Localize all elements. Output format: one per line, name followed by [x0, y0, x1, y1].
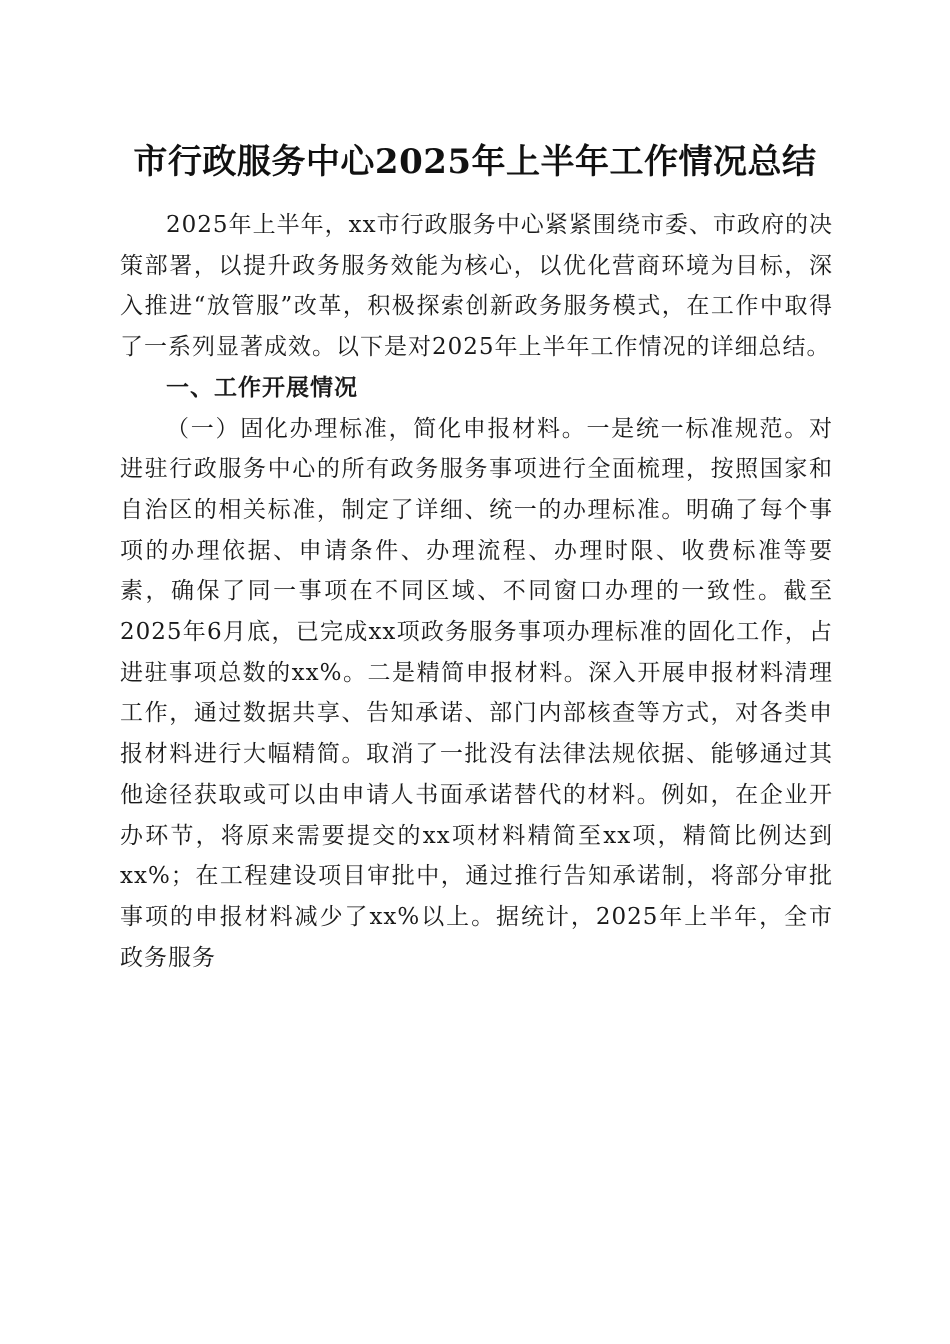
subsection-heading: （一）固化办理标准，简化申报材料。: [166, 415, 587, 442]
subsection-paragraph: [120, 409, 833, 979]
document-title: 市行政服务中心2025年上半年工作情况总结: [133, 142, 817, 182]
subsection-text: 一是统一标准规范。对进驻行政服务中心的所有政务服务事项进行全面梳理，按照国家和自治区的相关标准，制定了详细、统一的办理标准。明确了每个事项的办理依据、申请条件、办理流程、办理时限、收费标准等要素，确保了同一事项在不同区域、不同窗口办理的一致性。截至2025年6月底，已完成xx项政务服务事项办理标准的固化工作，占进驻事项总数的xx%。二是精简申报材料。深入开展申报材料清理工作，通过数据共享、告知承诺、部门内部核查等方式，对各类申报材料进行大幅精简。取消了一批没有法律法规依据、能够通过其他途径获取或可以由申请人书面承诺替代的材料。例如，在企业开办环节，将原来需要提交的xx项材料精简至xx项，精简比例达到xx%；在工程建设项目审批中，通过推行告知承诺制，将部分审批事项的申报材料减少了xx%以上。据统计，2025年上半年，全市政务服务: [120, 415, 834, 971]
intro-paragraph: 2025年上半年，xx市行政服务中心紧紧围绕市委、市政府的决策部署，以提升政务服务效能为核心，以优化营商环境为目标，深入推进“放管服”改革，积极探索创新政务服务模式，在工作中取得了一系列显著成效。以下是对2025年上半年工作情况的详细总结。: [120, 212, 833, 361]
section-heading: 一、工作开展情况: [166, 374, 358, 401]
document-body: [120, 205, 833, 978]
